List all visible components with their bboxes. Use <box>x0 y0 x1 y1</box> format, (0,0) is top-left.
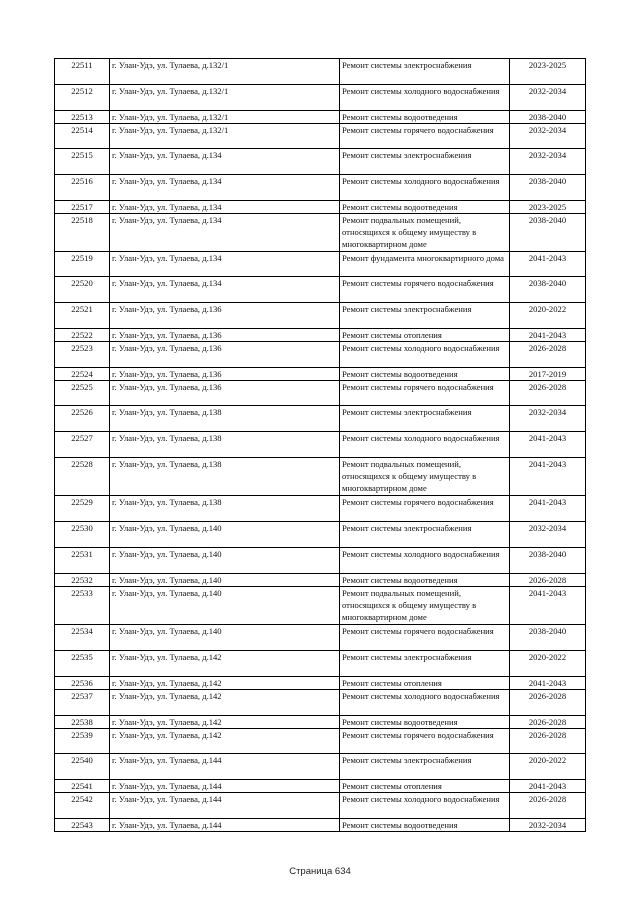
row-work-type: Ремонт системы электроснабжения <box>340 754 510 780</box>
row-work-type: Ремонт системы отопления <box>340 677 510 690</box>
row-number: 22538 <box>55 716 110 729</box>
row-number: 22515 <box>55 149 110 175</box>
row-number: 22520 <box>55 277 110 303</box>
row-address: г. Улан-Удэ, ул. Тулаева, д.140 <box>110 587 340 625</box>
table-row <box>55 201 586 214</box>
row-number: 22526 <box>55 406 110 432</box>
row-period: 2026-2028 <box>510 690 586 716</box>
row-period: 2041-2043 <box>510 458 586 496</box>
row-period: 2038-2040 <box>510 625 586 651</box>
row-period: 2020-2022 <box>510 651 586 677</box>
row-work-type: Ремонт системы горячего водоснабжения <box>340 277 510 303</box>
row-address: г. Улан-Удэ, ул. Тулаева, д.132/1 <box>110 124 340 149</box>
row-address: г. Улан-Удэ, ул. Тулаева, д.140 <box>110 522 340 548</box>
table-row <box>55 381 586 406</box>
row-work-type: Ремонт системы электроснабжения <box>340 59 510 85</box>
row-period: 2026-2028 <box>510 729 586 754</box>
row-work-type: Ремонт системы горячего водоснабжения <box>340 729 510 754</box>
row-period: 2038-2040 <box>510 175 586 201</box>
row-work-type: Ремонт системы отопления <box>340 329 510 342</box>
row-number: 22514 <box>55 124 110 149</box>
row-period: 2020-2022 <box>510 303 586 329</box>
table-row <box>55 651 586 677</box>
row-number: 22524 <box>55 368 110 381</box>
row-number: 22511 <box>55 59 110 85</box>
row-number: 22519 <box>55 252 110 277</box>
row-period: 2041-2043 <box>510 587 586 625</box>
table-row <box>55 342 586 368</box>
row-period: 2041-2043 <box>510 496 586 522</box>
row-work-type: Ремонт системы электроснабжения <box>340 303 510 329</box>
row-work-type: Ремонт системы холодного водоснабжения <box>340 85 510 111</box>
row-address: г. Улан-Удэ, ул. Тулаева, д.140 <box>110 548 340 574</box>
table-row <box>55 59 586 85</box>
table-row <box>55 819 586 832</box>
row-period: 2041-2043 <box>510 432 586 458</box>
row-period: 2032-2034 <box>510 406 586 432</box>
row-address: г. Улан-Удэ, ул. Тулаева, д.138 <box>110 406 340 432</box>
table-row <box>55 496 586 522</box>
row-address: г. Улан-Удэ, ул. Тулаева, д.136 <box>110 381 340 406</box>
table-row <box>55 85 586 111</box>
row-address: г. Улан-Удэ, ул. Тулаева, д.134 <box>110 277 340 303</box>
row-address: г. Улан-Удэ, ул. Тулаева, д.142 <box>110 690 340 716</box>
row-work-type: Ремонт системы холодного водоснабжения <box>340 548 510 574</box>
row-period: 2038-2040 <box>510 214 586 252</box>
table-row <box>55 303 586 329</box>
row-number: 22529 <box>55 496 110 522</box>
row-work-type: Ремонт системы водоотведения <box>340 574 510 587</box>
row-work-type: Ремонт подвальных помещений, относящихся к общему имуществу в многоквартирном доме <box>340 214 510 252</box>
row-address: г. Улан-Удэ, ул. Тулаева, д.144 <box>110 793 340 819</box>
row-number: 22523 <box>55 342 110 368</box>
row-period: 2041-2043 <box>510 252 586 277</box>
row-work-type: Ремонт системы горячего водоснабжения <box>340 496 510 522</box>
row-period: 2038-2040 <box>510 548 586 574</box>
row-period: 2032-2034 <box>510 522 586 548</box>
page-number: Страница 634 <box>289 866 351 877</box>
table-row <box>55 793 586 819</box>
row-number: 22532 <box>55 574 110 587</box>
row-work-type: Ремонт системы электроснабжения <box>340 522 510 548</box>
row-period: 2026-2028 <box>510 716 586 729</box>
row-number: 22522 <box>55 329 110 342</box>
row-number: 22535 <box>55 651 110 677</box>
table-row <box>55 729 586 754</box>
table-row <box>55 252 586 277</box>
table-row <box>55 368 586 381</box>
row-period: 2026-2028 <box>510 342 586 368</box>
table-row <box>55 214 586 252</box>
row-work-type: Ремонт системы горячего водоснабжения <box>340 124 510 149</box>
row-number: 22539 <box>55 729 110 754</box>
row-address: г. Улан-Удэ, ул. Тулаева, д.134 <box>110 214 340 252</box>
row-number: 22540 <box>55 754 110 780</box>
row-address: г. Улан-Удэ, ул. Тулаева, д.144 <box>110 819 340 832</box>
row-number: 22534 <box>55 625 110 651</box>
row-number: 22533 <box>55 587 110 625</box>
row-work-type: Ремонт системы водоотведения <box>340 819 510 832</box>
table-row <box>55 458 586 496</box>
row-period: 2038-2040 <box>510 277 586 303</box>
row-period: 2023-2025 <box>510 59 586 85</box>
row-number: 22525 <box>55 381 110 406</box>
row-period: 2017-2019 <box>510 368 586 381</box>
row-work-type: Ремонт системы холодного водоснабжения <box>340 793 510 819</box>
row-work-type: Ремонт системы электроснабжения <box>340 651 510 677</box>
row-number: 22537 <box>55 690 110 716</box>
row-address: г. Улан-Удэ, ул. Тулаева, д.144 <box>110 754 340 780</box>
table-row <box>55 149 586 175</box>
row-work-type: Ремонт подвальных помещений, относящихся к общему имуществу в многоквартирном доме <box>340 587 510 625</box>
table-row <box>55 406 586 432</box>
row-address: г. Улан-Удэ, ул. Тулаева, д.132/1 <box>110 111 340 124</box>
row-address: г. Улан-Удэ, ул. Тулаева, д.134 <box>110 201 340 214</box>
table-row <box>55 277 586 303</box>
row-address: г. Улан-Удэ, ул. Тулаева, д.142 <box>110 729 340 754</box>
row-work-type: Ремонт системы электроснабжения <box>340 406 510 432</box>
table-row <box>55 716 586 729</box>
row-work-type: Ремонт системы горячего водоснабжения <box>340 381 510 406</box>
table-row <box>55 124 586 149</box>
row-work-type: Ремонт системы холодного водоснабжения <box>340 175 510 201</box>
table-row <box>55 548 586 574</box>
table-body <box>55 59 586 832</box>
row-work-type: Ремонт подвальных помещений, относящихся к общему имуществу в многоквартирном доме <box>340 458 510 496</box>
row-work-type: Ремонт системы водоотведения <box>340 368 510 381</box>
row-address: г. Улан-Удэ, ул. Тулаева, д.134 <box>110 149 340 175</box>
row-number: 22518 <box>55 214 110 252</box>
row-address: г. Улан-Удэ, ул. Тулаева, д.136 <box>110 329 340 342</box>
row-period: 2026-2028 <box>510 574 586 587</box>
row-period: 2032-2034 <box>510 819 586 832</box>
row-period: 2041-2043 <box>510 677 586 690</box>
row-address: г. Улан-Удэ, ул. Тулаева, д.136 <box>110 342 340 368</box>
row-number: 22512 <box>55 85 110 111</box>
table-row <box>55 522 586 548</box>
row-period: 2041-2043 <box>510 780 586 793</box>
row-period: 2023-2025 <box>510 201 586 214</box>
row-number: 22516 <box>55 175 110 201</box>
row-address: г. Улан-Удэ, ул. Тулаева, д.138 <box>110 496 340 522</box>
row-period: 2026-2028 <box>510 793 586 819</box>
row-period: 2032-2034 <box>510 149 586 175</box>
row-number: 22531 <box>55 548 110 574</box>
row-address: г. Улан-Удэ, ул. Тулаева, д.140 <box>110 625 340 651</box>
repair-schedule-table <box>54 58 586 832</box>
row-number: 22513 <box>55 111 110 124</box>
table-row <box>55 690 586 716</box>
row-address: г. Улан-Удэ, ул. Тулаева, д.136 <box>110 368 340 381</box>
row-period: 2020-2022 <box>510 754 586 780</box>
row-address: г. Улан-Удэ, ул. Тулаева, д.138 <box>110 458 340 496</box>
row-number: 22530 <box>55 522 110 548</box>
row-address: г. Улан-Удэ, ул. Тулаева, д.136 <box>110 303 340 329</box>
row-number: 22527 <box>55 432 110 458</box>
row-address: г. Улан-Удэ, ул. Тулаева, д.132/1 <box>110 59 340 85</box>
row-work-type: Ремонт системы холодного водоснабжения <box>340 690 510 716</box>
row-address: г. Улан-Удэ, ул. Тулаева, д.132/1 <box>110 85 340 111</box>
row-number: 22542 <box>55 793 110 819</box>
table-row <box>55 329 586 342</box>
row-address: г. Улан-Удэ, ул. Тулаева, д.138 <box>110 432 340 458</box>
table-row <box>55 587 586 625</box>
table-row <box>55 574 586 587</box>
table-row <box>55 625 586 651</box>
row-number: 22541 <box>55 780 110 793</box>
row-number: 22528 <box>55 458 110 496</box>
row-work-type: Ремонт системы водоотведения <box>340 201 510 214</box>
table-row <box>55 677 586 690</box>
row-work-type: Ремонт системы холодного водоснабжения <box>340 432 510 458</box>
row-period: 2038-2040 <box>510 111 586 124</box>
row-work-type: Ремонт фундамента многоквартирного дома <box>340 252 510 277</box>
row-period: 2032-2034 <box>510 124 586 149</box>
table-row <box>55 111 586 124</box>
table-row <box>55 754 586 780</box>
table-row <box>55 175 586 201</box>
table-row <box>55 432 586 458</box>
row-address: г. Улан-Удэ, ул. Тулаева, д.142 <box>110 716 340 729</box>
table-row <box>55 780 586 793</box>
row-address: г. Улан-Удэ, ул. Тулаева, д.134 <box>110 252 340 277</box>
row-number: 22543 <box>55 819 110 832</box>
row-work-type: Ремонт системы горячего водоснабжения <box>340 625 510 651</box>
row-address: г. Улан-Удэ, ул. Тулаева, д.142 <box>110 651 340 677</box>
row-work-type: Ремонт системы электроснабжения <box>340 149 510 175</box>
row-work-type: Ремонт системы водоотведения <box>340 716 510 729</box>
row-address: г. Улан-Удэ, ул. Тулаева, д.142 <box>110 677 340 690</box>
row-work-type: Ремонт системы отопления <box>340 780 510 793</box>
row-number: 22521 <box>55 303 110 329</box>
row-number: 22536 <box>55 677 110 690</box>
row-number: 22517 <box>55 201 110 214</box>
row-address: г. Улан-Удэ, ул. Тулаева, д.140 <box>110 574 340 587</box>
row-address: г. Улан-Удэ, ул. Тулаева, д.144 <box>110 780 340 793</box>
row-period: 2026-2028 <box>510 381 586 406</box>
row-period: 2032-2034 <box>510 85 586 111</box>
row-work-type: Ремонт системы водоотведения <box>340 111 510 124</box>
row-address: г. Улан-Удэ, ул. Тулаева, д.134 <box>110 175 340 201</box>
row-work-type: Ремонт системы холодного водоснабжения <box>340 342 510 368</box>
row-period: 2041-2043 <box>510 329 586 342</box>
